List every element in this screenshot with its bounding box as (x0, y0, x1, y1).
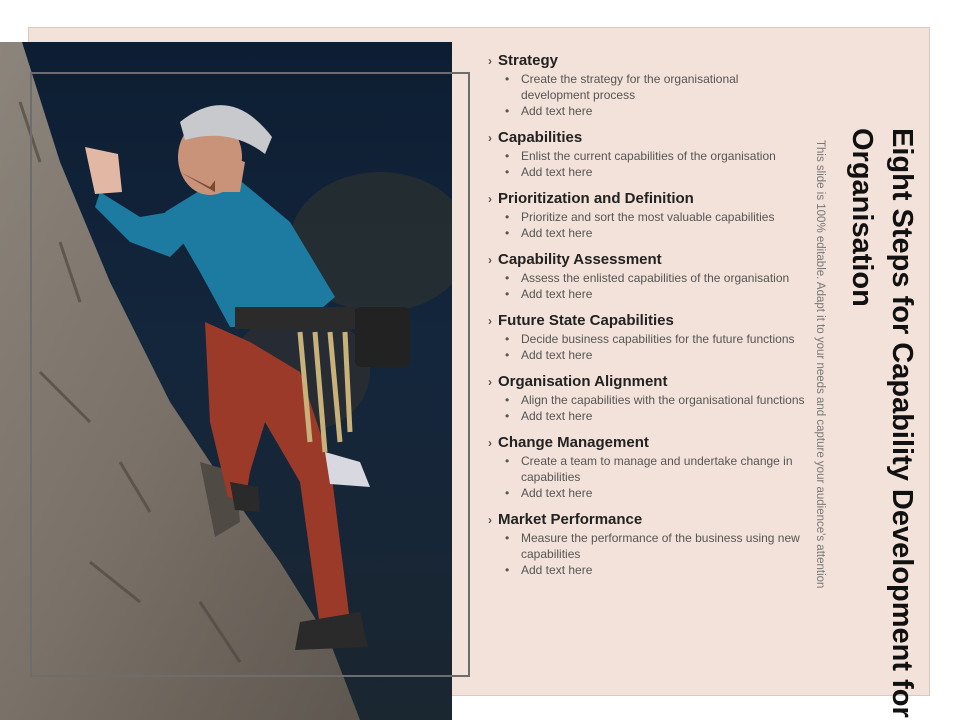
step-title: Future State Capabilities (498, 312, 674, 329)
step-bullet: • Add text here (505, 347, 808, 363)
step-bullet: • Enlist the current capabilities of the organisation (505, 148, 808, 164)
step-capabilities (488, 129, 808, 180)
step-bullet: • Add text here (505, 286, 808, 302)
step-title: Market Performance (498, 511, 643, 528)
step-capability-assessment (488, 251, 808, 302)
step-bullet: • Decide business capabilities for the future functions (505, 331, 808, 347)
steps-list (488, 52, 808, 588)
step-bullet: • Add text here (505, 225, 808, 241)
chevron-right-icon: › (488, 513, 492, 527)
step-bullet: • Prioritize and sort the most valuable capabilities (505, 209, 808, 225)
photo-frame (30, 72, 470, 677)
step-title: Organisation Alignment (498, 373, 668, 390)
step-change-management (488, 434, 808, 501)
slide-title: Eight Steps for Capability Development for Organisation (846, 128, 918, 718)
step-title: Capabilities (498, 129, 583, 146)
step-bullet: • Create the strategy for the organisational development process (505, 71, 808, 103)
chevron-right-icon: › (488, 314, 492, 328)
step-title: Change Management (498, 434, 649, 451)
chevron-right-icon: › (488, 375, 492, 389)
step-market-performance (488, 511, 808, 578)
step-strategy (488, 52, 808, 119)
step-bullet: • Align the capabilities with the organisational functions (505, 392, 808, 408)
chevron-right-icon: › (488, 253, 492, 267)
slide-subtitle: This slide is 100% editable. Adapt it to your needs and capture your audience's attention (814, 140, 826, 589)
step-bullet: • Measure the performance of the business using new capabilities (505, 530, 808, 562)
chevron-right-icon: › (488, 436, 492, 450)
step-title: Capability Assessment (498, 251, 662, 268)
chevron-right-icon: › (488, 192, 492, 206)
step-bullet: • Add text here (505, 562, 808, 578)
step-title: Prioritization and Definition (498, 190, 694, 207)
chevron-right-icon: › (488, 131, 492, 145)
step-organisation-alignment (488, 373, 808, 424)
step-bullet: • Add text here (505, 164, 808, 180)
step-bullet: • Add text here (505, 485, 808, 501)
step-prioritization (488, 190, 808, 241)
step-future-state (488, 312, 808, 363)
step-title: Strategy (498, 52, 559, 69)
step-bullet: • Create a team to manage and undertake change in capabilities (505, 453, 808, 485)
step-bullet: • Add text here (505, 408, 808, 424)
step-bullet: • Add text here (505, 103, 808, 119)
step-bullet: • Assess the enlisted capabilities of the organisation (505, 270, 808, 286)
chevron-right-icon: › (488, 54, 492, 68)
